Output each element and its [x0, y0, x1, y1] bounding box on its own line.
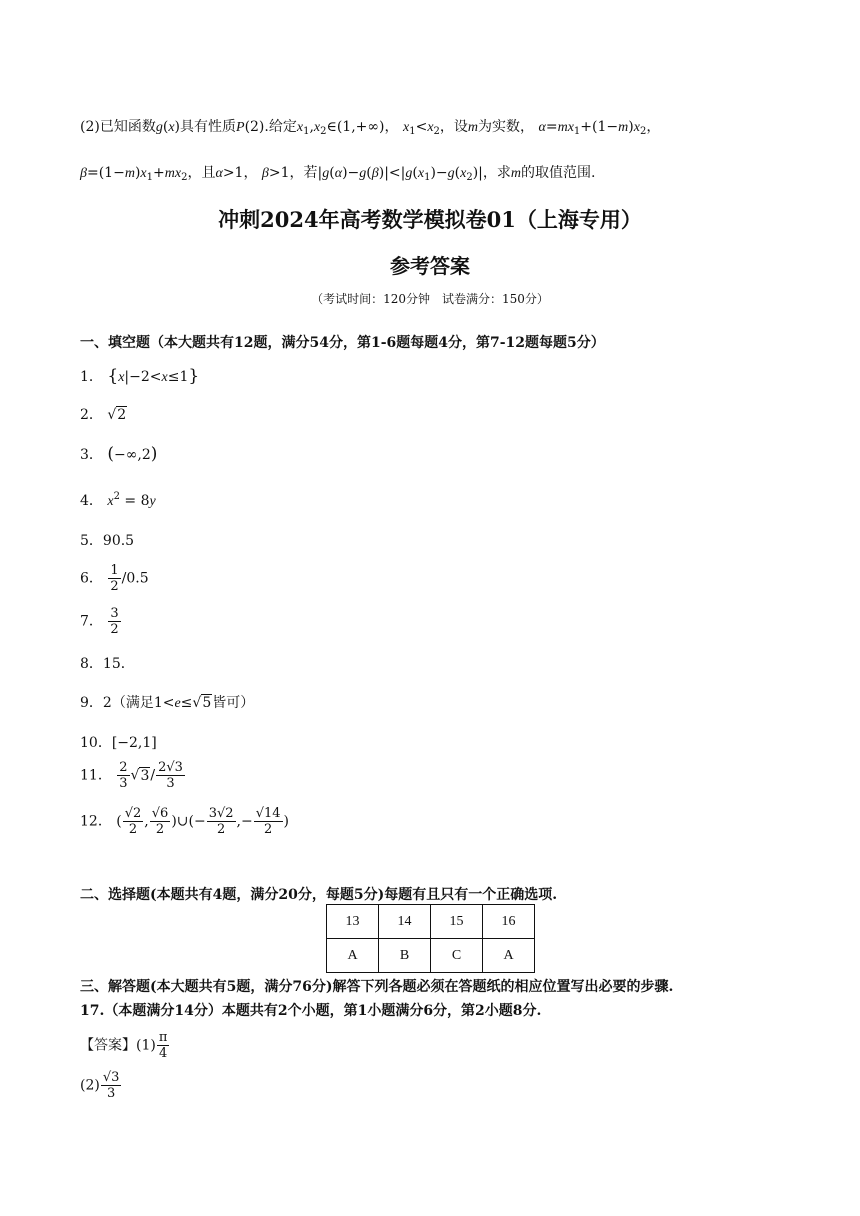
table-cell: C [431, 939, 483, 973]
table-cell: 16 [483, 905, 535, 939]
table-cell: 14 [379, 905, 431, 939]
table-cell: 13 [327, 905, 379, 939]
table-cell: 15 [431, 905, 483, 939]
answer-6: 6． $\frac{1}{2}$ /0.5 [80, 563, 149, 594]
section3-heading: 三、解答题(本大题共有5题，满分76分)解答下列各题必须在答题纸的相应位置写出必要的步骤. [80, 979, 674, 995]
answer-4: 4． $x^2 = 8y$ [80, 491, 156, 509]
section1-heading: 一、填空题（本大题共有12题，满分54分，第1-6题每题4分，第7-12题每题5分） [80, 335, 605, 351]
table-row-answers [327, 939, 535, 973]
answer-7: 7． $\frac{3}{2}$ [80, 606, 119, 637]
answer-9: 9．2（满足1<e≤√5皆可） [80, 695, 255, 711]
answer-8: 8．15． [80, 656, 135, 672]
q17-heading: 17.（本题满分14分）本题共有2个小题，第1小题满分6分，第2小题8分. [80, 1003, 542, 1019]
table-cell: A [327, 939, 379, 973]
answer-12: 12． ( $\frac{√2}{2}$ , $\frac{√6}{2}$ )∪(− $\frac{3√2}{2}$ ,− $\frac{√14}{2}$ ) [80, 806, 290, 837]
answer-5: 5．90.5 [80, 533, 135, 549]
section2-heading: 二、选择题(本题共有4题，满分20分，每题5分)每题有且只有一个正确选项. [80, 887, 558, 903]
table-cell: A [483, 939, 535, 973]
answer-10: 10．[−2,1] [80, 735, 157, 751]
answer-3: 3． (−∞,2) [80, 444, 158, 464]
q17-answer-part1: 【答案】(1) $\frac{\pi}{4}$ [80, 1030, 168, 1061]
answer-1: 1． {x|−2<x≤1} [80, 366, 200, 386]
answer-label: 【答案】 [80, 1037, 136, 1054]
table-cell: B [379, 939, 431, 973]
problem-part2-line2: $\beta=(1-m)x_1+mx_2$，且α>1， β>1，若$|g(\alpha)-g(\beta)|<|g(x_1)-g(x_2)|$，求m的取值范围. [80, 165, 596, 183]
page-title: 冲刺2024年高考数学模拟卷01（上海专用） [218, 207, 642, 232]
answer-11: 11． $\frac{2}{3}$ √3/ $\frac{2√3}{3}$ [80, 760, 183, 791]
page-subtitle: 参考答案 [390, 254, 470, 278]
q17-answer-part2: (2) $\frac{√3}{3}$ [80, 1070, 120, 1101]
exam-info: （考试时间：120分钟 试卷满分：150分） [311, 292, 549, 306]
choice-answer-table [326, 904, 535, 973]
problem-part2-line1: (2)已知函数g(x)具有性质P(2).给定$x_1,x_2\in(1,+\infty)$， $x_1<x_2$，设m为实数， $\alpha=mx_1+(1-m)x_2$， [80, 119, 661, 137]
table-row-numbers [327, 905, 535, 939]
answer-2: 2． √2 [80, 407, 127, 423]
